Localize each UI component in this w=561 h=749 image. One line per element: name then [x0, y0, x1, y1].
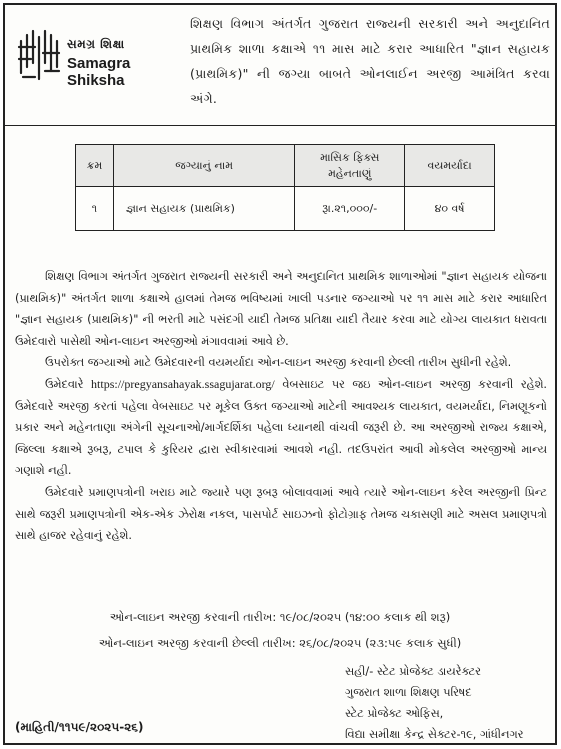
- advertisement-page: [3, 3, 557, 745]
- paragraph-application-rest: વેબસાઇટ પર જઇ ઓન-લાઇન અરજી કરવાની રહેશે. ઉમેદવારે અરજી કરતાં પહેલા વેબસાઇટ પર મૂકેલ ઉક્ત જગ્યાઓ માટેની આવશ્યક લાયકાત, વયમર્યાદા, નિમણૂકનો પ્રકાર અને મહેનતાણા અંગેની સૂચનાઓ/માર્ગદર્શિકા પહેલા ધ્યાનથી વાંચવી જરૂરી છે. આ અરજીઓ રાજ્ય કક્ષાએ, જિલ્લા કક્ષાએ રૂબરૂ, ટપાલ કે કુરિયર દ્વારા સ્વીકારવામાં આવશે નહી. તદઉપરાંત આવી મોકલેલ અરજીઓ માન્ય ગણાશે નહી.: [15, 377, 547, 478]
- application-end-date: ઓન-લાઇન અરજી કરવાની છેલ્લી તારીખ: ૨૬/૦૮/૨૦૨૫ (૨૩:૫૯ કલાક સુધી): [98, 636, 462, 650]
- notice-body: [15, 266, 547, 547]
- samagra-shiksha-logo: [17, 27, 187, 87]
- paragraph-application-start: ઉમેદવારે: [45, 377, 84, 391]
- signatory-address: વિદ્યા સમીક્ષા કેન્દ્ર સેક્ટર-૧૯, ગાંધીનગર: [345, 728, 524, 741]
- cell-post-name: જ્ઞાન સહાયક (પ્રાથમિક): [113, 187, 294, 231]
- signature-block: [345, 661, 555, 745]
- column-header-age-limit: વયમર્યાદા: [405, 145, 495, 187]
- signatory-organization: ગુજરાત શાળા શિક્ષણ પરિષદ: [345, 686, 472, 699]
- column-header-salary: માસિક ફિક્સ મહેનતાણું: [295, 145, 405, 187]
- application-dates: [5, 604, 555, 656]
- signatory-designation: સહી/- સ્ટેટ પ્રોજેક્ટ ડાયરેક્ટર: [345, 665, 481, 678]
- application-website-link[interactable]: https://pregyansahayak.ssagujarat.org/: [91, 376, 275, 391]
- paragraph-application: [15, 374, 547, 482]
- paragraph-intro: શિક્ષણ વિભાગ અંતર્ગત ગુજરાત રાજ્યની સરકારી અને અનુદાનિત પ્રાથમિક શાળાઓમાં "જ્ઞાન સહાયક યોજના (પ્રાથમિક)" અંતર્ગત શાળા કક્ષાએ હાલમાં તેમજ ભવિષ્યમાં ખાલી પડનાર જગ્યાઓ પર ૧૧ માસ માટે કરાર આધારિત "જ્ઞાન સહાયક (પ્રાથમિક)" ની ભરતી માટે પસંદગી યાદી તેમજ પ્રતિક્ષા યાદી તૈયાર કરવા માટે યોગ્ય લાયકાત ધરાવતા ઉમેદવારો પાસેથી ઓન-લાઇન અરજીઓ મંગાવવામાં આવે છે.: [15, 270, 547, 348]
- signatory-office: સ્ટેટ પ્રોજેક્ટ ઓફિસ,: [345, 707, 444, 720]
- paragraph-documents: ઉમેદવારે પ્રમાણપત્રોની ખરાઇ માટે જ્યારે પણ રૂબરૂ બોલાવવામાં આવે ત્યારે ઓન-લાઇન કરેલ અરજીની પ્રિન્ટ સાથે જરૂરી પ્રમાણપત્રોની એક-એક ઝેરોક્ષ નકલ, પાસપોર્ટ સાઇઝનો ફોટોગ્રાફ તેમજ ચકાસણી માટે અસલ પ્રમાણપત્રો સાથે હાજર રહેવાનું રહેશે.: [15, 485, 547, 543]
- logo-text-gujarati: સમગ્ર શિક્ષા: [67, 37, 125, 51]
- samagra-shiksha-emblem-icon: [17, 27, 61, 83]
- column-header-serial: ક્રમ: [76, 145, 114, 187]
- column-header-post-name: જગ્યાનું નામ: [113, 145, 294, 187]
- reference-number: (માહિતી/૧૧૫૯/૨૦૨૫-૨૬): [15, 720, 144, 734]
- header: [5, 5, 555, 126]
- cell-serial: ૧: [76, 187, 114, 231]
- cell-age-limit: ૪૦ વર્ષ: [405, 187, 495, 231]
- cell-salary: રૂા.૨૧,૦૦૦/-: [295, 187, 405, 231]
- table-row: [76, 187, 495, 231]
- table-header-row: [76, 145, 495, 187]
- posts-table: [75, 144, 495, 231]
- paragraph-age-limit: ઉપરોક્ત જગ્યાઓ માટે ઉમેદવારની વયમર્યાદા ઓન-લાઇન અરજી કરવાની છેલ્લી તારીખ સુધીની રહેશે.: [45, 356, 512, 370]
- application-start-date: ઓન-લાઇન અરજી કરવાની તારીખ: ૧૯/૦૮/૨૦૨૫ (૧૪:૦૦ કલાક થી શરૂ): [109, 610, 451, 624]
- logo-text-english: Samagra Shiksha: [67, 55, 131, 89]
- notice-title: શિક્ષણ વિભાગ અંતર્ગત ગુજરાત રાજ્યની સરકારી અને અનુદાનિત પ્રાથમિક શાળા કક્ષાએ ૧૧ માસ માટે કરાર આધારિત "જ્ઞાન સહાયક (પ્રાથમિક)" ની જગ્યા બાબતે ઓનલાઈન અરજી આમંત્રિત કરવા અંગે.: [190, 16, 550, 106]
